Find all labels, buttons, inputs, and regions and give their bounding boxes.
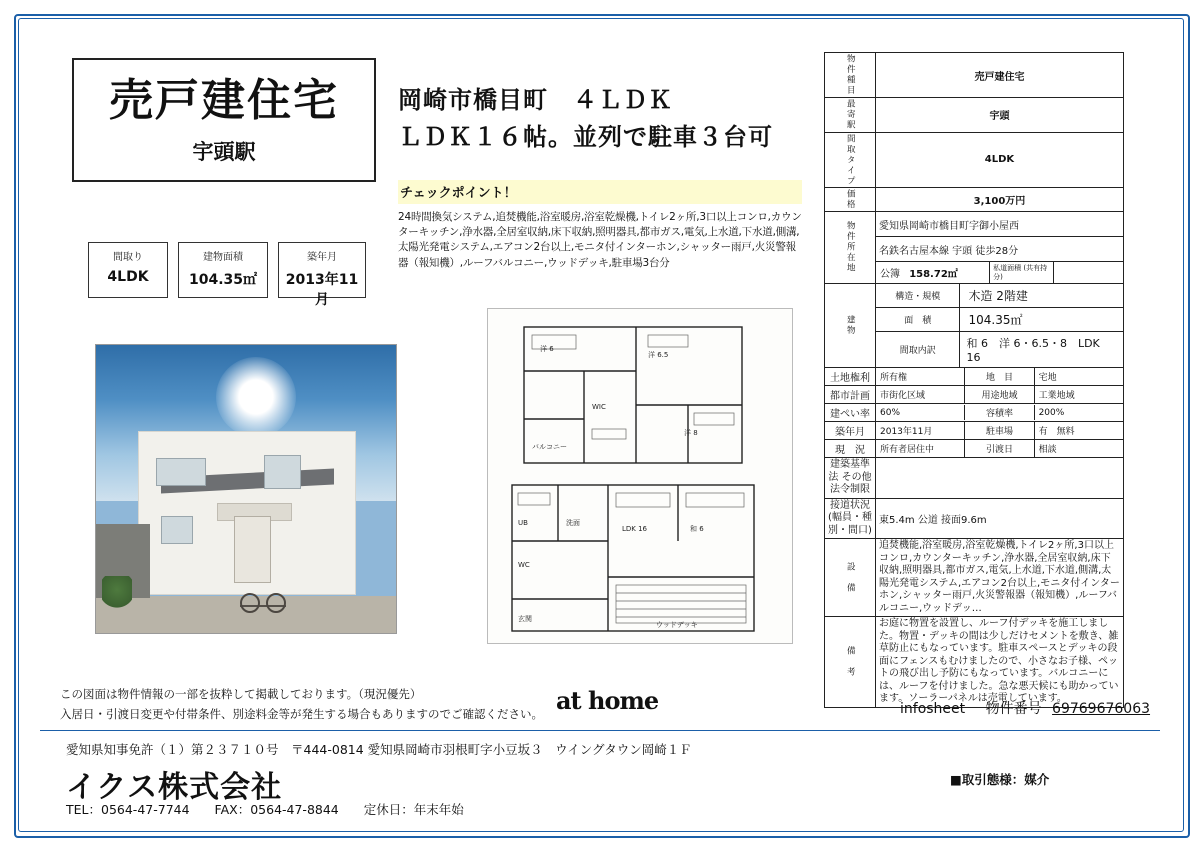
spec-building-area — [178, 242, 268, 298]
athome-logo-text: at home — [556, 686, 659, 715]
row-label-layout-type: 間取タイプ — [825, 132, 876, 188]
pair-value-land-use: 宅地 — [1034, 368, 1123, 385]
pair-value-far: 200% — [1034, 405, 1123, 420]
private-road-key: 私道面積 (共有持分) — [990, 262, 1054, 283]
table-row — [825, 386, 1124, 404]
pair-key-parking: 駐車場 — [965, 422, 1034, 439]
equipment-label: 設 備 — [825, 539, 876, 617]
pair-value-city-plan: 市街化区域 — [880, 391, 926, 401]
pair-key-zone: 用途地域 — [965, 386, 1034, 403]
remarks-value: お庭に物置を設置し、ルーフ付デッキを施工しました。物置・デッキの間は少しだけセメントを敷き、雑草防止にもなっています。駐車スペースとデッキの段面にフェンスもむけましたので、小さなお子様、ペットの飛び出し予防にもなっています。バルコニーには、ルーフを付けました。急な悪天候にも助かっています。ソーラーパネルは売電しています。 — [876, 617, 1124, 708]
photo-plant — [102, 576, 132, 610]
pair-value-coverage: 60% — [880, 407, 901, 418]
pair-cells-coverage — [876, 404, 1124, 422]
svg-text:バルコニー: バルコニー — [532, 443, 567, 451]
area-key: 面 積 — [904, 316, 932, 326]
pair-value-parking: 有 無料 — [1034, 422, 1123, 439]
photo-window-2 — [264, 455, 301, 489]
svg-text:洗面: 洗面 — [566, 519, 580, 527]
table-row — [825, 188, 1124, 212]
license-text: 愛知県知事免許（１）第２３７１０号 〒444-0814 愛知県岡崎市羽根町字小豆坂３ ウイングタウン岡崎１Ｆ — [66, 742, 692, 757]
floor-plan-image — [487, 308, 793, 644]
pair-key-far: 容積率 — [965, 405, 1034, 420]
row-value-area — [876, 308, 1124, 332]
pair-key-built: 築年月 — [825, 422, 876, 440]
layout-key: 間取内訳 — [899, 346, 936, 356]
spec-layout-value: 4LDK — [107, 269, 149, 285]
table-row — [825, 368, 1124, 386]
row-value-address: 愛知県岡崎市橋目町字御小屋西 — [876, 212, 1124, 237]
table-row — [825, 539, 1124, 617]
restriction-value — [876, 458, 1124, 499]
row-value-layout-detail — [876, 332, 1124, 368]
road-value: 東5.4m 公道 接面9.6m — [876, 498, 1124, 539]
spec-building-area-key: 建物面積 — [203, 252, 243, 263]
pair-value-status: 所有者居住中 — [880, 445, 935, 455]
pair-key-land-right: 土地権利 — [825, 368, 876, 386]
pair-value-built: 2013年11月 — [880, 427, 933, 437]
row-value-price: 3,100万円 — [876, 188, 1124, 212]
equipment-value: 追焚機能,浴室暖房,浴室乾燥機,トイレ2ヶ所,3口以上コンロ,カウンターキッチン,浄水器,全居室収納,床下収納,照明器具,都市ガス,電気,上水道,下水道,側溝,太陽光発電システム,エアコン2台以上,モニタ付インターホン,シャッター雨戸,火災警報器（報知機）,ルーフバルコニー,ウッドデッ… — [876, 539, 1124, 617]
property-no-value: 69769676063 — [1052, 701, 1151, 717]
svg-text:UB: UB — [518, 519, 528, 527]
photo-bicycle — [240, 583, 286, 607]
remarks-label: 備 考 — [825, 617, 876, 708]
land-public-key: 公簿 — [880, 269, 900, 280]
pair-cells-land-right — [876, 368, 1124, 386]
property-photo — [95, 344, 397, 634]
deal-type: ■取引態様：媒介 — [950, 772, 1050, 787]
row-label-station: 最寄駅 — [825, 98, 876, 133]
photo-front-door — [234, 516, 271, 583]
page-title: 売戸建住宅 — [109, 75, 339, 126]
spec-row — [88, 242, 366, 308]
table-row — [825, 404, 1124, 422]
pair-key-coverage: 建ぺい率 — [825, 404, 876, 422]
company-name: イクス株式会社 — [66, 770, 283, 805]
row-value-station: 宇頭 — [876, 98, 1124, 133]
svg-text:洋 6: 洋 6 — [540, 345, 554, 353]
table-row — [825, 98, 1124, 133]
pair-key-city-plan: 都市計画 — [825, 386, 876, 404]
infosheet-block — [900, 698, 1150, 718]
svg-text:LDK 16: LDK 16 — [622, 525, 648, 533]
title-box — [72, 58, 376, 182]
property-no-label: 物件番号 — [985, 701, 1042, 717]
land-public-cell — [876, 262, 990, 283]
table-row — [825, 132, 1124, 188]
table-row — [825, 422, 1124, 440]
svg-text:ウッドデッキ: ウッドデッキ — [656, 621, 698, 629]
pair-key-handover: 引渡日 — [965, 440, 1034, 457]
headline-line-1: 岡崎市橋目町 ４ＬＤＫ — [398, 86, 673, 114]
table-row — [825, 53, 1124, 98]
road-key: 接道状況 (幅員・種別・間口) — [825, 498, 876, 539]
photo-sun — [216, 357, 296, 437]
row-value-land-area — [876, 262, 1124, 284]
row-label-price: 価格 — [825, 188, 876, 212]
photo-window-3 — [161, 516, 193, 544]
table-row — [825, 440, 1124, 458]
structure-value: 木造 2階建 — [960, 284, 1123, 307]
pair-cells-city-plan — [876, 386, 1124, 404]
pair-key-status: 現 況 — [825, 440, 876, 458]
row-value-structure — [876, 284, 1124, 308]
row-value-layout-type: 4LDK — [876, 132, 1124, 188]
table-row — [825, 284, 1124, 308]
photo-window-1 — [156, 458, 206, 486]
pair-cells-status — [876, 440, 1124, 458]
svg-text:和 6: 和 6 — [690, 525, 704, 533]
table-row — [825, 212, 1124, 237]
svg-text:洋 8: 洋 8 — [684, 429, 698, 437]
photo-house — [138, 431, 356, 594]
table-row — [825, 458, 1124, 499]
restriction-key: 建築基準法 その他法令制限 — [825, 458, 876, 499]
row-value-property-type: 売戸建住宅 — [876, 53, 1124, 98]
spec-building-area-value: 104.35㎡ — [188, 272, 258, 288]
area-value: 104.35㎡ — [960, 308, 1123, 331]
svg-text:WIC: WIC — [592, 403, 606, 411]
athome-logo — [556, 686, 658, 715]
land-public-value: 158.72㎡ — [909, 269, 958, 280]
footer-note-2: 入居日・引渡日変更や付帯条件、別途料金等が発生する場合もありますのでご確認ください。 — [60, 707, 543, 721]
pair-value-handover: 相談 — [1034, 440, 1123, 457]
footer-note-1: この図面は物件情報の一部を抜粋して掲載しております。（現況優先） — [60, 687, 422, 701]
row-label-building: 建物 — [825, 284, 876, 368]
property-detail-table — [824, 52, 1124, 708]
footer-divider — [40, 730, 1160, 731]
pair-value-zone: 工業地域 — [1034, 386, 1123, 403]
pair-key-land-use: 地 目 — [965, 368, 1034, 385]
spec-built-date-key: 築年月 — [307, 252, 337, 263]
spec-layout-key: 間取り — [113, 252, 143, 263]
station-name: 宇頭駅 — [192, 140, 256, 164]
row-value-transport: 名鉄名古屋本線 宇頭 徒歩28分 — [876, 237, 1124, 262]
spec-built-date — [278, 242, 366, 308]
row-label-property-type: 物件種目 — [825, 53, 876, 98]
spec-layout — [88, 242, 168, 298]
pair-value-land-right: 所有権 — [880, 373, 908, 383]
private-road-value — [1054, 262, 1123, 283]
svg-text:洋 6.5: 洋 6.5 — [648, 351, 669, 359]
pair-cells-built — [876, 422, 1124, 440]
svg-text:WC: WC — [518, 561, 530, 569]
structure-key: 構造・規模 — [895, 292, 941, 302]
infosheet-label: infosheet — [900, 701, 966, 717]
company-contact: TEL：0564-47-7744 FAX：0564-47-8844 定休日：年末年始 — [66, 802, 464, 817]
svg-text:玄関: 玄関 — [518, 615, 532, 623]
checkpoint-body: 24時間換気システム,追焚機能,浴室暖房,浴室乾燥機,トイレ2ヶ所,3口以上コンロ,カウンターキッチン,浄水器,全居室収納,床下収納,照明器具,都市ガス,電気,上水道,下水道,側溝,太陽光発電システム,エアコン2台以上,モニタ付インターホン,シャッター雨戸,火災警報器（報知機）,ルーフバルコニー,ウッドデッキ,駐車場3台分 — [398, 211, 802, 269]
checkpoint-label: チェックポイント！ — [398, 180, 802, 204]
row-label-address: 物件所在地 — [825, 212, 876, 284]
headline — [398, 82, 818, 156]
layout-value: 和 6 洋 6・6.5・8 LDK 16 — [960, 332, 1123, 367]
headline-line-2: ＬＤＫ１６帖。並列で駐車３台可 — [398, 123, 773, 152]
spec-built-date-value: 2013年11月 — [285, 272, 359, 308]
table-row — [825, 498, 1124, 539]
table-row — [825, 617, 1124, 708]
